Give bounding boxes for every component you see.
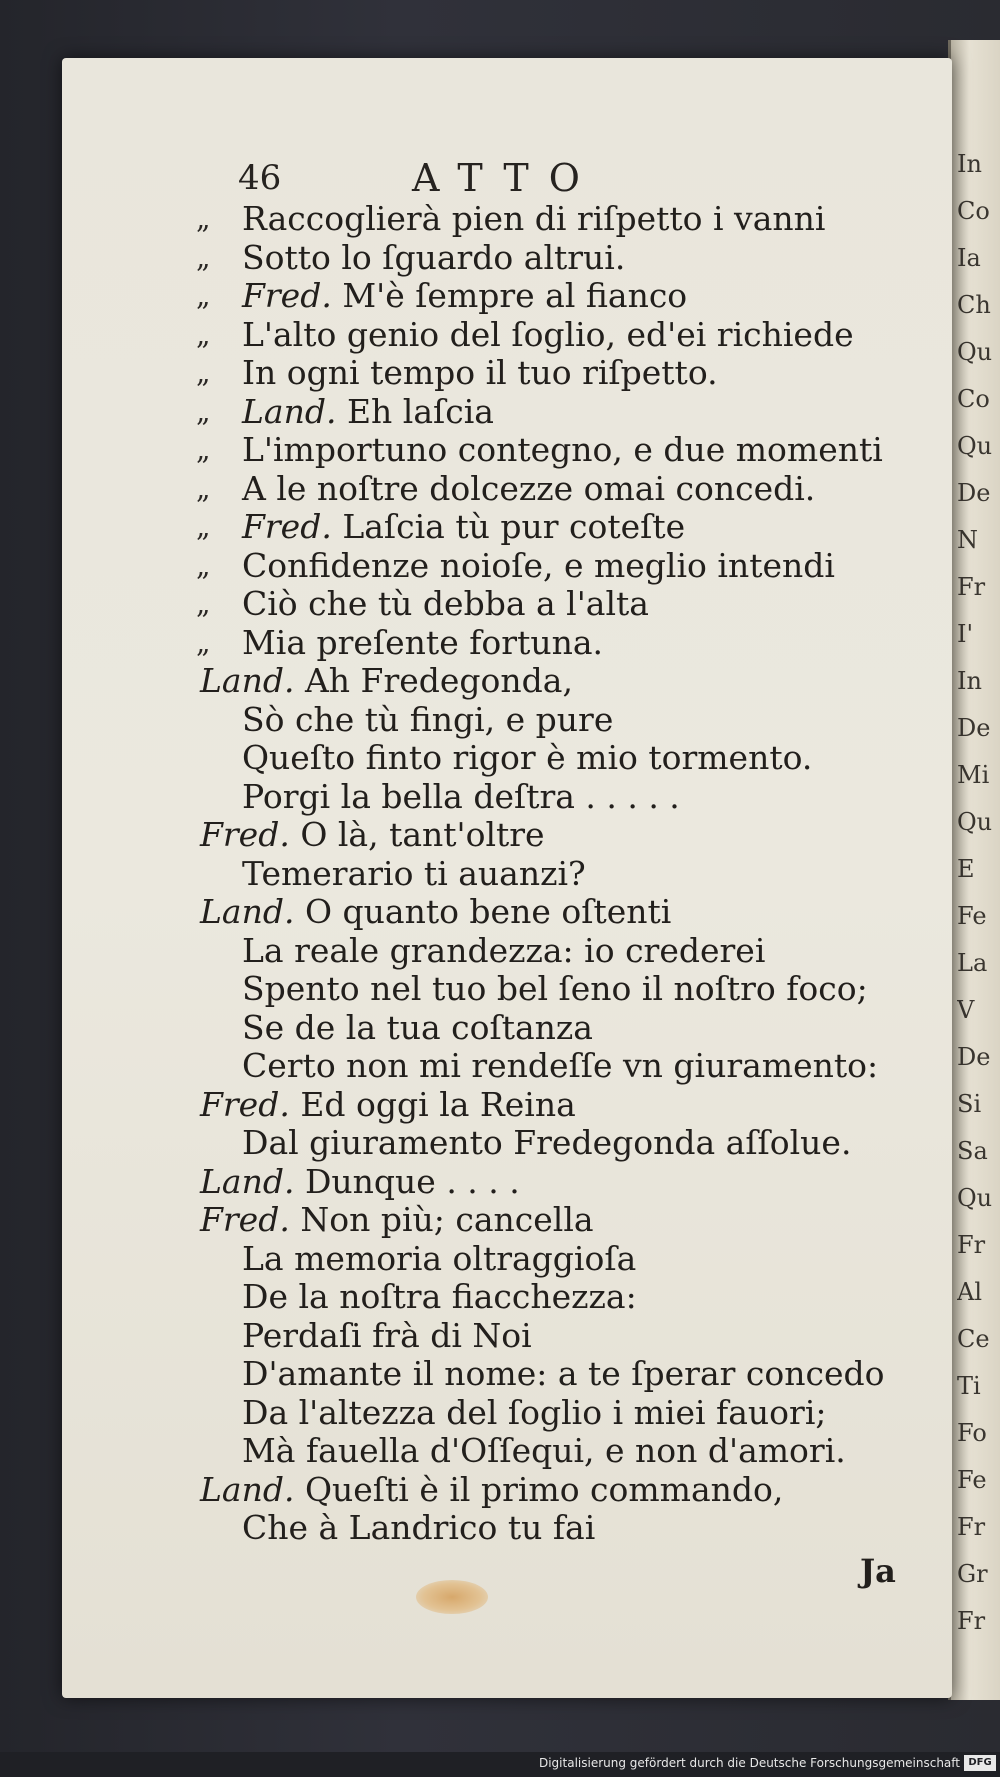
text-line [0, 1163, 1000, 1201]
act-title: ATTO [412, 156, 600, 200]
adjacent-page-fragment: N [957, 526, 978, 554]
spoken-text: In ogni tempo il tuo riſpetto. [242, 353, 718, 392]
adjacent-page-fragment: Qu [957, 432, 993, 460]
text-line [0, 547, 1000, 585]
line-content [242, 393, 494, 431]
line-content [242, 200, 825, 238]
speaker-name: Fred. [200, 1200, 290, 1239]
quote-mark: „ [196, 202, 211, 235]
spoken-text: Certo non mi rendeſſe vn giuramento: [242, 1046, 879, 1085]
line-content [242, 932, 765, 970]
spoken-text: La reale grandezza: io crederei [242, 930, 766, 970]
text-line [0, 1086, 1000, 1124]
adjacent-page-fragment: Qu [957, 1184, 993, 1212]
speaker-name: Fred. [242, 276, 332, 315]
adjacent-page-fragment: V [957, 996, 975, 1024]
spoken-text: Mia preſente fortuna. [242, 622, 604, 662]
adjacent-page-fragment: Fr [957, 1231, 986, 1259]
spoken-text: Eh laſcia [346, 391, 494, 431]
spoken-text: De la noſtra fiacchezza: [242, 1277, 637, 1316]
line-content [200, 816, 545, 854]
quote-mark: „ [196, 625, 211, 659]
line-content [242, 1355, 885, 1393]
adjacent-page-fragment: Fo [957, 1419, 987, 1447]
adjacent-page-fragment: In [957, 667, 982, 695]
quote-mark: „ [196, 317, 211, 351]
speaker-name: Fred. [200, 1084, 290, 1124]
text-line [0, 1009, 1000, 1047]
page-header [232, 158, 752, 204]
adjacent-page-fragment: Qu [957, 338, 993, 366]
page-number: 46 [238, 158, 282, 198]
quote-mark: „ [196, 587, 211, 620]
adjacent-page-fragment: De [957, 479, 991, 507]
spoken-text: Dunque . . . . [304, 1161, 520, 1201]
text-line [0, 1355, 1000, 1393]
line-content [242, 1009, 593, 1047]
line-content [242, 1394, 827, 1432]
line-content [242, 431, 883, 469]
line-content [200, 662, 573, 700]
adjacent-page-fragment: La [957, 949, 988, 977]
line-content [200, 1086, 576, 1124]
spoken-text: A le noſtre dolcezze omai concedi. [242, 468, 816, 508]
text-line [0, 277, 1000, 315]
spoken-text: O là, tant'oltre [300, 815, 545, 854]
spoken-text: Non più; cancella [300, 1200, 594, 1239]
speaker-name: Land. [200, 892, 295, 931]
adjacent-page-fragment: I' [957, 620, 974, 648]
adjacent-page-fragment: In [957, 150, 982, 178]
spoken-text: L'importuno contegno, e due momenti [242, 430, 883, 469]
line-content [200, 1163, 520, 1201]
spoken-text: M'è ſempre al fianco [342, 276, 688, 315]
spoken-text: O quanto bene oſtenti [304, 892, 672, 931]
adjacent-page-fragment: Al [957, 1278, 983, 1306]
spoken-text: Perdaſi frà di Noi [242, 1315, 532, 1355]
line-content [242, 970, 868, 1008]
text-line [0, 970, 1000, 1008]
line-content [242, 701, 613, 739]
quote-mark: „ [196, 279, 211, 312]
adjacent-page-fragment: Fr [957, 1607, 986, 1635]
text-line [0, 354, 1000, 392]
spoken-text: Laſcia tù pur coteſte [342, 507, 686, 546]
line-content [242, 778, 680, 816]
adjacent-page-fragment: Sa [957, 1137, 988, 1165]
adjacent-page-fragment: Gr [957, 1560, 988, 1588]
text-line [0, 200, 1000, 238]
text-line [0, 624, 1000, 662]
spoken-text: Sò che tù fingi, e pure [242, 699, 614, 739]
adjacent-page-fragment: Fr [957, 1513, 986, 1541]
text-line [0, 855, 1000, 893]
spoken-text: La memoria oltraggioſa [242, 1238, 637, 1278]
spoken-text: Ah Fredegonda, [304, 661, 573, 700]
line-content [242, 277, 687, 315]
paper-stain [416, 1580, 488, 1614]
line-content [242, 1317, 532, 1355]
line-content [200, 1201, 594, 1239]
text-line [0, 1201, 1000, 1239]
quote-mark: „ [196, 548, 211, 582]
text-line [0, 662, 1000, 700]
line-content [242, 1509, 595, 1547]
line-content [242, 1047, 878, 1085]
spoken-text: Temerario ti auanzi? [242, 853, 586, 893]
spoken-text: Raccoglierà pien di riſpetto i vanni [242, 199, 826, 238]
adjacent-page-fragment: Si [957, 1090, 982, 1118]
line-content [242, 508, 685, 546]
text-line [0, 1124, 1000, 1162]
adjacent-page-fragment: Co [957, 385, 990, 413]
text-line [0, 431, 1000, 469]
text-line [0, 816, 1000, 854]
text-line [0, 470, 1000, 508]
line-content [242, 1278, 637, 1316]
line-content [242, 470, 815, 508]
speaker-name: Fred. [242, 507, 332, 546]
text-line [0, 393, 1000, 431]
adjacent-page-fragment: Mi [957, 761, 990, 789]
text-line [0, 1432, 1000, 1470]
text-line [0, 508, 1000, 546]
text-line [0, 1317, 1000, 1355]
speaker-name: Land. [200, 1469, 295, 1509]
adjacent-page-fragment: De [957, 714, 991, 742]
spoken-text: L'alto genio del ſoglio, ed'ei richiede [242, 314, 854, 354]
speaker-name: Land. [200, 1161, 295, 1201]
line-content [242, 1124, 851, 1162]
text-line [0, 1278, 1000, 1316]
adjacent-page-fragment: Fr [957, 573, 986, 601]
quote-mark: „ [196, 433, 211, 466]
text-line [0, 739, 1000, 777]
spoken-text: D'amante il nome: a te ſperar concedo [242, 1354, 885, 1393]
spoken-text: Porgi la bella deſtra . . . . . [242, 776, 680, 816]
text-line [0, 1509, 1000, 1547]
spoken-text: Queſto finto rigor è mio tormento. [242, 738, 813, 777]
spoken-text: Sotto lo ſguardo altrui. [242, 237, 626, 277]
text-line [0, 932, 1000, 970]
line-content [242, 1432, 846, 1470]
line-content [242, 739, 812, 777]
adjacent-page-fragment: Co [957, 197, 990, 225]
quote-mark: „ [196, 394, 211, 428]
line-content [242, 239, 625, 277]
text-line [0, 1047, 1000, 1085]
spoken-text: Ciò che tù debba a l'alta [242, 584, 649, 623]
spoken-text: Mà fauella d'Oſſequi, e non d'amori. [242, 1431, 846, 1470]
text-line [0, 1471, 1000, 1509]
line-content [242, 547, 835, 585]
spoken-text: Queſti è il primo commando, [304, 1469, 784, 1509]
spoken-text: Che à Landrico tu fai [242, 1508, 596, 1547]
adjacent-page-fragment: E [957, 855, 975, 883]
quote-mark: „ [196, 471, 211, 505]
quote-mark: „ [196, 510, 211, 543]
catchword: Ja [860, 1552, 896, 1590]
line-content [242, 1240, 636, 1278]
spoken-text: Ed oggi la Reina [300, 1084, 576, 1124]
digitization-credit: Digitalisierung gefördert durch die Deutsche Forschungsgemeinschaft [538, 1756, 960, 1770]
spoken-text: Dal giuramento Fredegonda aſſolue. [242, 1123, 852, 1162]
text-line [0, 239, 1000, 277]
adjacent-page-fragment: Qu [957, 808, 993, 836]
adjacent-page-fragment: Fe [957, 902, 987, 930]
spoken-text: Confidenze noioſe, e meglio intendi [242, 545, 835, 585]
adjacent-page-fragment: De [957, 1043, 991, 1071]
line-content [242, 316, 854, 354]
text-line [0, 1394, 1000, 1432]
line-content [242, 585, 649, 623]
spoken-text: Da l'altezza del ſoglio i miei fauori; [242, 1392, 827, 1432]
text-line [0, 778, 1000, 816]
line-content [242, 855, 586, 893]
speaker-name: Land. [242, 391, 337, 431]
quote-mark: „ [196, 240, 211, 274]
spoken-text: Se de la tua coſtanza [242, 1007, 593, 1047]
line-content [200, 893, 671, 931]
adjacent-page-fragment: Fe [957, 1466, 987, 1494]
spoken-text: Spento nel tuo bel ſeno il noſtro foco; [242, 969, 868, 1008]
quote-mark: „ [196, 356, 211, 389]
dfg-logo: DFG [964, 1755, 996, 1771]
text-line [0, 893, 1000, 931]
speaker-name: Fred. [200, 815, 290, 854]
adjacent-page-fragment: Ch [957, 291, 991, 319]
text-line [0, 1240, 1000, 1278]
line-content [242, 354, 718, 392]
adjacent-page-fragment: Ce [957, 1325, 990, 1353]
line-content [242, 624, 603, 662]
speaker-name: Land. [200, 661, 295, 700]
line-content [200, 1471, 783, 1509]
adjacent-page-fragment: Ti [957, 1372, 981, 1400]
text-line [0, 585, 1000, 623]
text-line [0, 316, 1000, 354]
adjacent-page-fragment: Ia [957, 244, 981, 272]
text-line [0, 701, 1000, 739]
